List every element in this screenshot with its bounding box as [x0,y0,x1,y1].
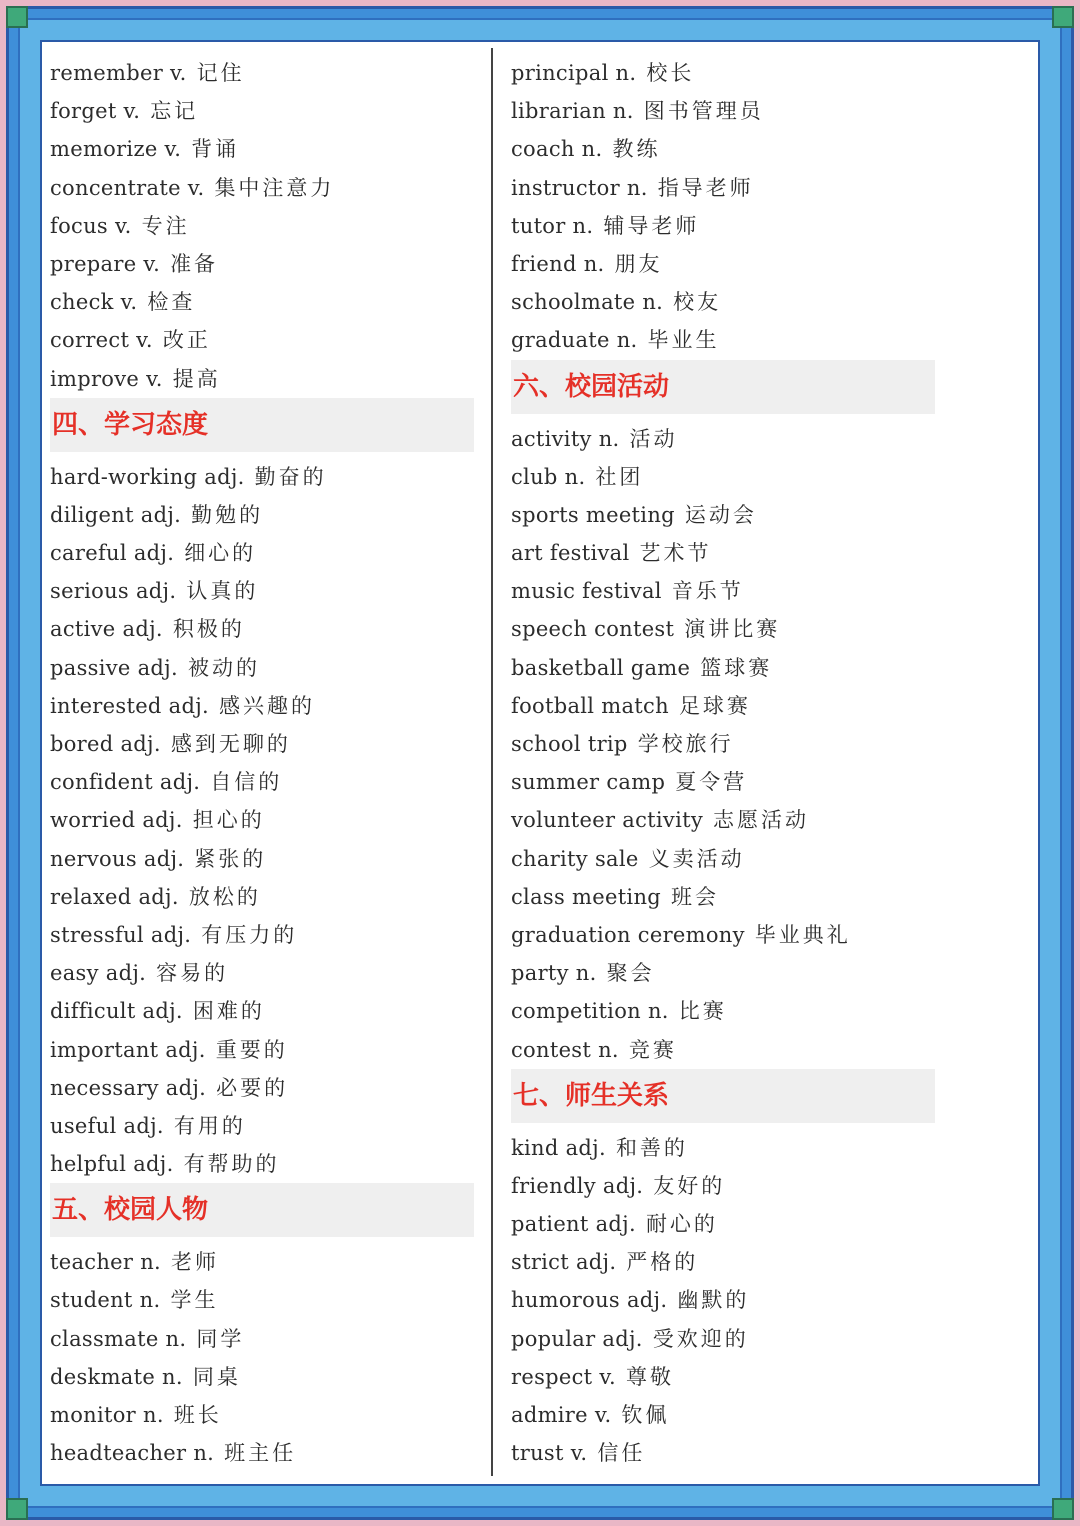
chinese-meaning: 学生 [170,1288,219,1313]
english-term: friendly adj. [511,1173,644,1198]
chinese-meaning: 感到无聊的 [170,732,291,756]
english-term: check v. [50,290,138,315]
english-term: sports meeting [511,502,675,527]
english-term: club n. [511,464,586,489]
vocab-entry [50,916,474,954]
vocab-entry [50,130,474,168]
vocab-entry [50,763,474,801]
english-term: improve v. [50,366,163,391]
chinese-meaning: 容易的 [156,961,229,986]
chinese-meaning: 被动的 [187,655,260,680]
chinese-meaning: 自信的 [210,770,283,795]
corner-ornament [1052,6,1074,28]
vocab-entry [50,1358,474,1396]
chinese-meaning: 集中注意力 [214,175,335,200]
english-term: humorous adj. [511,1288,668,1313]
vocab-entry [50,92,474,130]
english-term: forget v. [50,99,141,124]
chinese-meaning: 改正 [162,328,211,353]
english-term: remember v. [50,61,187,85]
vocab-entry [511,878,935,916]
english-term: trust v. [511,1441,588,1466]
vocab-entry [511,610,935,648]
english-term: necessary adj. [50,1075,207,1100]
vocab-entry [511,1281,935,1319]
english-term: stressful adj. [50,922,192,947]
english-term: focus v. [50,213,132,238]
chinese-meaning: 专注 [141,213,190,238]
english-term: respect v. [511,1364,617,1389]
english-term: class meeting [511,884,662,909]
vocab-entry [50,360,474,398]
chinese-meaning: 社团 [595,464,644,489]
english-term: classmate n. [50,1326,187,1351]
chinese-meaning: 友好的 [653,1173,726,1198]
vocab-entry [50,1145,474,1183]
english-term: hard-working adj. [50,464,245,489]
vocab-entry [511,1358,935,1396]
english-term: useful adj. [50,1113,164,1138]
section-heading-learning-attitude: 四、学习态度 [50,398,474,452]
vocab-entry [511,725,935,763]
english-term: summer camp [511,770,666,795]
vocab-entry [511,54,935,92]
vocab-entry [511,420,935,458]
chinese-meaning: 毕业生 [647,328,720,353]
chinese-meaning: 篮球赛 [700,655,773,680]
vocab-entry [511,130,935,168]
chinese-meaning: 尊敬 [626,1364,675,1389]
chinese-meaning: 辅导老师 [603,213,700,238]
english-term: monitor n. [50,1403,164,1427]
chinese-meaning: 担心的 [192,808,265,833]
vocab-entry [50,1243,474,1281]
english-term: graduate n. [511,328,638,353]
corner-ornament [1052,1498,1074,1520]
english-term: worried adj. [50,808,183,833]
chinese-meaning: 细心的 [184,541,257,566]
english-term: basketball game [511,655,691,680]
english-term: popular adj. [511,1326,643,1351]
chinese-meaning: 勤勉的 [191,502,264,527]
english-term: art festival [511,541,630,566]
vocab-entry [50,496,474,534]
chinese-meaning: 演讲比赛 [684,617,781,642]
vocab-entry [511,207,935,245]
english-term: helpful adj. [50,1152,174,1177]
vocab-entry [50,283,474,321]
chinese-meaning: 音乐节 [671,579,744,604]
english-term: school trip [511,732,628,756]
section-heading-campus-activities: 六、校园活动 [511,360,935,414]
english-term: kind adj. [511,1135,606,1160]
english-term: deskmate n. [50,1364,183,1389]
chinese-meaning: 比赛 [678,999,727,1024]
english-term: teacher n. [50,1250,162,1275]
vocab-entry [511,763,935,801]
vocab-entry [50,534,474,572]
chinese-meaning: 足球赛 [678,693,751,718]
section-heading-teacher-student: 七、师生关系 [511,1069,935,1123]
english-term: music festival [511,579,662,604]
english-term: principal n. [511,61,637,85]
vocab-entry [511,321,935,359]
chinese-meaning: 朋友 [614,251,663,276]
vocab-entry [511,1434,935,1472]
chinese-meaning: 聚会 [606,961,655,986]
vocab-entry [511,245,935,283]
chinese-meaning: 有压力的 [201,922,298,947]
english-term: football match [511,693,669,718]
corner-ornament [6,1498,28,1520]
english-term: careful adj. [50,541,175,566]
vocab-list [511,420,935,1069]
chinese-meaning: 勤奋的 [254,464,327,489]
vocab-entry [50,572,474,610]
chinese-meaning: 忘记 [150,99,199,124]
vocab-entry [511,840,935,878]
vocab-entry [50,1434,474,1472]
chinese-meaning: 重要的 [215,1037,288,1062]
chinese-meaning: 有用的 [173,1113,246,1138]
chinese-meaning: 信任 [597,1441,646,1466]
english-term: memorize v. [50,137,182,162]
chinese-meaning: 准备 [170,251,219,276]
vocab-entry [50,54,474,92]
vocab-entry [50,725,474,763]
vocab-entry [511,687,935,725]
english-term: patient adj. [511,1212,636,1237]
chinese-meaning: 老师 [171,1250,220,1275]
english-term: strict adj. [511,1250,617,1275]
vocab-entry [50,840,474,878]
vocab-entry [511,992,935,1030]
chinese-meaning: 运动会 [684,502,757,527]
left-column [50,54,474,1472]
vocab-entry [511,283,935,321]
english-term: interested adj. [50,693,209,718]
vocab-entry [511,92,935,130]
chinese-meaning: 困难的 [192,999,265,1024]
english-term: coach n. [511,137,603,162]
chinese-meaning: 积极的 [172,617,245,642]
chinese-meaning: 艺术节 [639,541,712,566]
vocab-list [50,458,474,1184]
english-term: student n. [50,1288,161,1313]
english-term: important adj. [50,1037,206,1062]
chinese-meaning: 感兴趣的 [219,693,315,718]
chinese-meaning: 记住 [196,61,245,85]
vocab-entry [50,992,474,1030]
chinese-meaning: 幽默的 [677,1288,750,1313]
english-term: diligent adj. [50,502,182,527]
vocab-entry [511,169,935,207]
english-term: relaxed adj. [50,884,179,909]
chinese-meaning: 图书管理员 [643,99,764,124]
english-term: activity n. [511,426,620,451]
vocab-entry [50,1396,474,1434]
english-term: librarian n. [511,99,634,124]
english-term: nervous adj. [50,846,185,871]
corner-ornament [6,6,28,28]
english-term: active adj. [50,617,163,642]
chinese-meaning: 严格的 [626,1250,699,1275]
section-heading-campus-people: 五、校园人物 [50,1183,474,1237]
vocab-entry [511,1205,935,1243]
chinese-meaning: 班长 [173,1403,222,1427]
chinese-meaning: 同桌 [192,1364,241,1389]
english-term: correct v. [50,328,153,353]
english-term: competition n. [511,999,669,1024]
chinese-meaning: 班会 [671,884,720,909]
chinese-meaning: 活动 [629,426,678,451]
chinese-meaning: 教练 [612,137,661,162]
vocab-entry [511,954,935,992]
chinese-meaning: 必要的 [216,1075,289,1100]
vocab-list [50,1243,474,1472]
vocab-entry [511,458,935,496]
english-term: difficult adj. [50,999,183,1024]
vocab-entry [511,496,935,534]
vocab-entry [50,1107,474,1145]
english-term: volunteer activity [511,808,704,833]
vocab-entry [511,1031,935,1069]
english-term: passive adj. [50,655,178,680]
chinese-meaning: 放松的 [188,884,261,909]
english-term: serious adj. [50,579,177,604]
vocab-entry [50,878,474,916]
english-term: speech contest [511,617,675,642]
vocab-entry [50,321,474,359]
chinese-meaning: 指导老师 [657,175,754,200]
vocab-entry [511,649,935,687]
chinese-meaning: 受欢迎的 [652,1326,749,1351]
chinese-meaning: 背诵 [191,137,240,162]
english-term: headteacher n. [50,1441,215,1466]
chinese-meaning: 提高 [172,366,221,391]
english-term: confident adj. [50,770,201,795]
chinese-meaning: 校友 [673,290,722,315]
english-term: contest n. [511,1037,619,1062]
chinese-meaning: 学校旅行 [637,732,734,756]
english-term: charity sale [511,846,639,871]
vocab-entry [511,1396,935,1434]
right-column [511,54,935,1472]
chinese-meaning: 志愿活动 [713,808,810,833]
vocab-entry [50,954,474,992]
chinese-meaning: 耐心的 [645,1212,718,1237]
vocab-list [511,54,935,360]
vocab-entry [50,1320,474,1358]
chinese-meaning: 紧张的 [194,846,267,871]
vocab-entry [511,1243,935,1281]
vocab-entry [50,1281,474,1319]
chinese-meaning: 和善的 [615,1135,688,1160]
vocab-entry [50,207,474,245]
english-term: concentrate v. [50,175,205,200]
english-term: instructor n. [511,175,648,200]
english-term: friend n. [511,251,605,276]
vocab-entry [511,916,935,954]
chinese-meaning: 夏令营 [675,770,748,795]
english-term: prepare v. [50,251,161,276]
chinese-meaning: 毕业典礼 [754,922,851,947]
chinese-meaning: 竞赛 [628,1037,677,1062]
vocab-list [511,1129,935,1473]
english-term: party n. [511,961,597,986]
vocab-entry [511,1129,935,1167]
vocab-entry [50,649,474,687]
chinese-meaning: 同学 [196,1326,245,1351]
chinese-meaning: 认真的 [186,579,259,604]
vocab-entry [511,1167,935,1205]
vocab-entry [511,534,935,572]
vocab-entry [50,1069,474,1107]
chinese-meaning: 钦佩 [621,1403,670,1427]
english-term: admire v. [511,1403,612,1427]
vocab-entry [511,572,935,610]
vocab-entry [50,1031,474,1069]
chinese-meaning: 检查 [147,290,196,315]
vocab-entry [50,610,474,648]
english-term: schoolmate n. [511,290,664,315]
chinese-meaning: 班主任 [224,1441,297,1466]
vocab-list [50,54,474,398]
chinese-meaning: 有帮助的 [183,1152,280,1177]
english-term: bored adj. [50,732,161,756]
chinese-meaning: 义卖活动 [648,846,745,871]
vocab-entry [50,169,474,207]
vocab-entry [50,687,474,725]
column-divider [491,48,493,1476]
english-term: easy adj. [50,961,147,986]
vocab-entry [50,801,474,839]
vocab-entry [511,1320,935,1358]
vocab-entry [511,801,935,839]
vocab-entry [50,458,474,496]
chinese-meaning: 校长 [646,61,695,85]
english-term: tutor n. [511,213,594,238]
vocab-entry [50,245,474,283]
english-term: graduation ceremony [511,922,745,947]
